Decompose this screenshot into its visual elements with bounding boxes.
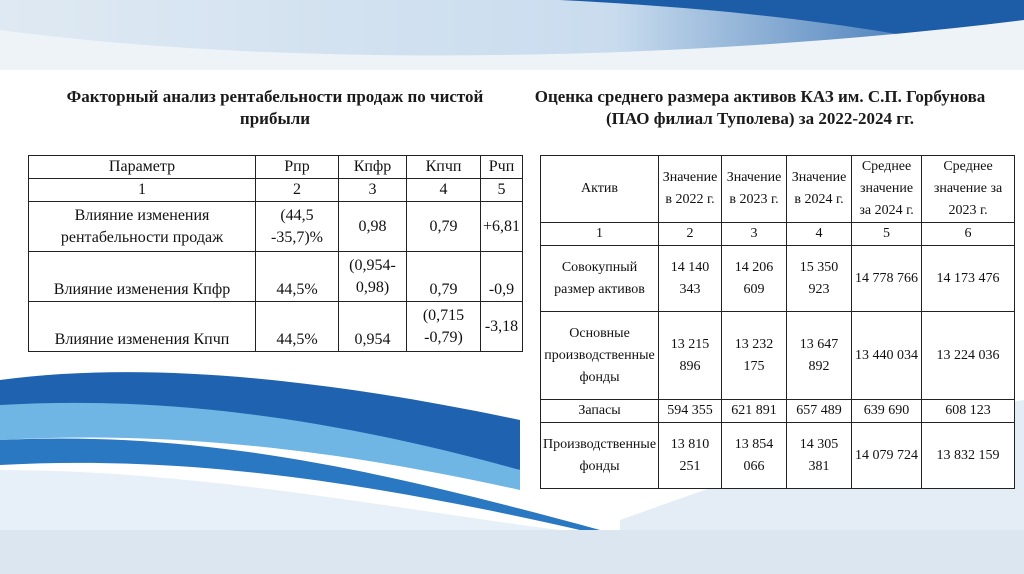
assets-table [540,155,1015,489]
header-cell: Значение в 2024 г. [787,156,852,223]
table-cell: 13 647 892 [787,312,852,400]
table-cell: +6,81 [481,202,523,252]
table-cell: (44,5 -35,7)% [256,202,339,252]
table-row [541,400,1015,423]
header-cell: Среднее значение за 2023 г. [922,156,1015,223]
table-cell: 14 206 609 [722,246,787,312]
table-row [29,252,523,302]
column-number: 1 [29,179,256,202]
row-label: Влияние изменения Кпфр [29,252,256,302]
table-cell: 15 350 923 [787,246,852,312]
row-label: Основные производственные фонды [541,312,659,400]
table-cell: 14 140 343 [659,246,722,312]
table-cell: (0,954-0,98) [339,252,407,302]
header-cell: Значение в 2022 г. [659,156,722,223]
table-cell: 14 079 724 [852,423,922,489]
table-cell: 44,5% [256,302,339,352]
column-number: 2 [256,179,339,202]
table-row [29,202,523,252]
column-number: 4 [407,179,481,202]
table-cell: 608 123 [922,400,1015,423]
table-cell: 0,98 [339,202,407,252]
table-row [541,423,1015,489]
column-number: 1 [541,223,659,246]
table-cell: 594 355 [659,400,722,423]
column-number: 3 [339,179,407,202]
column-number: 6 [922,223,1015,246]
header-cell: Рпр [256,156,339,179]
table-header-row [541,156,1015,223]
table-row [541,312,1015,400]
row-label: Запасы [541,400,659,423]
table-cell: 14 305 381 [787,423,852,489]
table-cell: 639 690 [852,400,922,423]
table-cell: 13 810 251 [659,423,722,489]
header-cell: Среднее значение за 2024 г. [852,156,922,223]
table-cell: -0,9 [481,252,523,302]
left-table-title: Факторный анализ рентабельности продаж по чистой прибыли [66,87,484,128]
table-cell: (0,715 -0,79) [407,302,481,352]
row-label: Совокупный размер активов [541,246,659,312]
right-table-title: Оценка среднего размера активов КАЗ им. С.П. Горбунова (ПАО филиал Туполева) за 2022-2024 гг. [534,87,986,128]
row-label: Производственные фонды [541,423,659,489]
header-cell: Значение в 2023 г. [722,156,787,223]
row-label: Влияние изменения рентабельности продаж [29,202,256,252]
table-cell: 621 891 [722,400,787,423]
column-number-row [29,179,523,202]
column-number: 4 [787,223,852,246]
table-cell: 13 832 159 [922,423,1015,489]
table-cell: 13 232 175 [722,312,787,400]
header-cell: Параметр [29,156,256,179]
table-cell: 0,954 [339,302,407,352]
table-cell: 0,79 [407,252,481,302]
table-cell: 14 173 476 [922,246,1015,312]
column-number: 5 [481,179,523,202]
column-number: 2 [659,223,722,246]
table-cell: 44,5% [256,252,339,302]
header-cell: Рчп [481,156,523,179]
column-number-row [541,223,1015,246]
table-cell: 13 854 066 [722,423,787,489]
table-cell: 14 778 766 [852,246,922,312]
table-cell: 13 224 036 [922,312,1015,400]
header-cell: Актив [541,156,659,223]
row-label: Влияние изменения Кпчп [29,302,256,352]
table-cell: -3,18 [481,302,523,352]
table-cell: 13 215 896 [659,312,722,400]
table-cell: 0,79 [407,202,481,252]
header-cell: Кпчп [407,156,481,179]
header-cell: Кпфр [339,156,407,179]
column-number: 3 [722,223,787,246]
table-header-row [29,156,523,179]
table-cell: 13 440 034 [852,312,922,400]
factor-analysis-table [28,155,523,352]
table-row [541,246,1015,312]
table-row [29,302,523,352]
column-number: 5 [852,223,922,246]
table-cell: 657 489 [787,400,852,423]
